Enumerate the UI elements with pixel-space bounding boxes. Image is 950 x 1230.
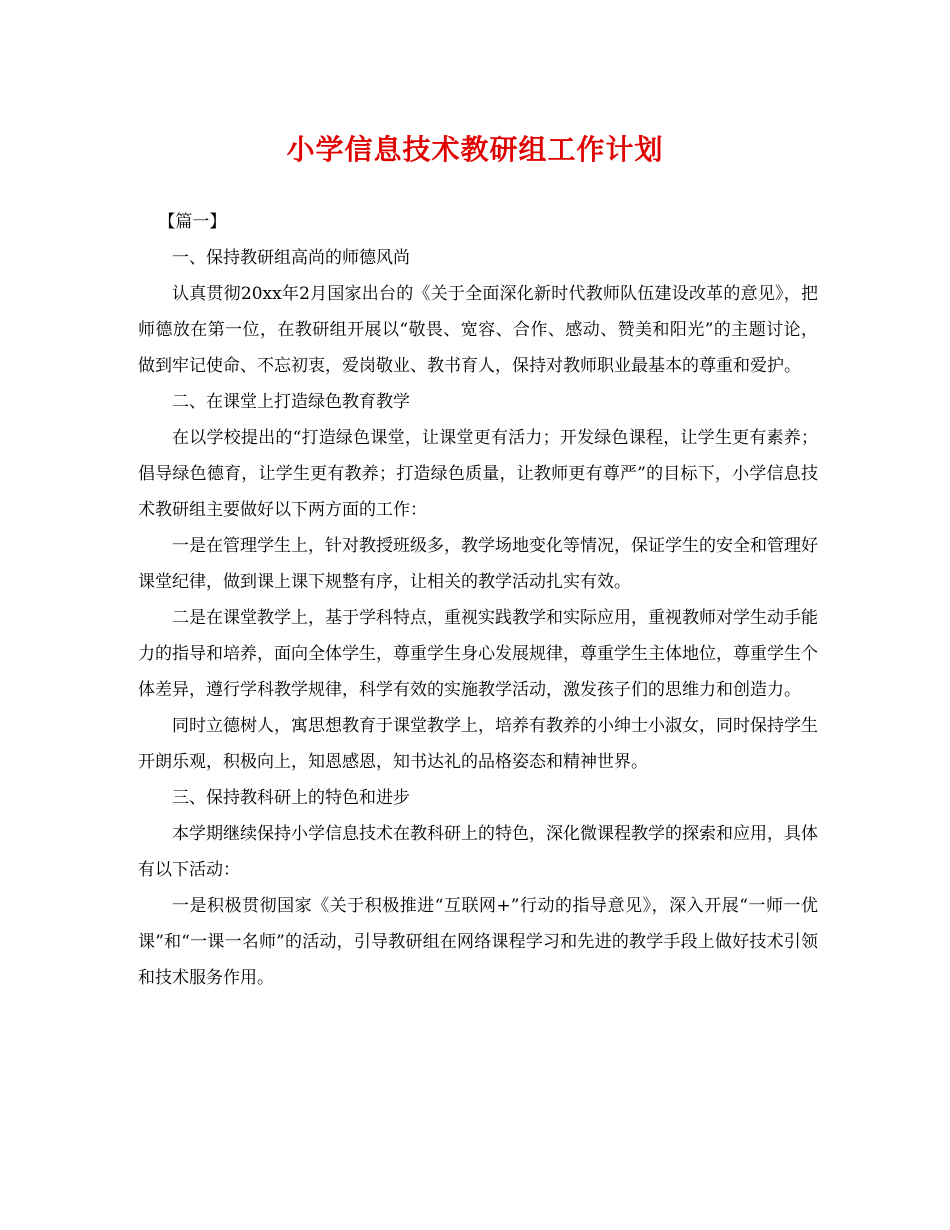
paragraph: 同时立德树人，寓思想教育于课堂教学上，培养有教养的小绅士小淑女，同时保持学生开朗乐观，积极向上，知恩感恩，知书达礼的品格姿态和精神世界。 (138, 716, 818, 772)
paragraph: 一是在管理学生上，针对教授班级多，教学场地变化等情况，保证学生的安全和管理好课堂纪律，做到课上课下规整有序，让相关的教学活动扎实有效。 (138, 536, 818, 592)
section-label: 【篇一】 (158, 212, 227, 232)
heading-1: 一、保持教研组高尚的师德风尚 (172, 248, 410, 268)
paragraph: 认真贯彻20xx年2月国家出台的《关于全面深化新时代教师队伍建设改革的意见》，把师德放在第一位，在教研组开展以“敬畏、宽容、合作、感动、赞美和阳光”的主题讨论，做到牢记使命、不忘初衷，爱岗敬业、教书育人，保持对教师职业最基本的尊重和爱护。 (138, 284, 818, 376)
paragraph: 本学期继续保持小学信息技术在教科研上的特色，深化微课程教学的探索和应用，具体有以下活动： (138, 824, 818, 880)
paragraph: 二是在课堂教学上，基于学科特点，重视实践教学和实际应用，重视教师对学生动手能力的指导和培养，面向全体学生，尊重学生身心发展规律，尊重学生主体地位，尊重学生个体差异，遵行学科教学规律，科学有效的实施教学活动，激发孩子们的思维力和创造力。 (138, 608, 818, 700)
heading-3: 三、保持教科研上的特色和进步 (172, 788, 410, 808)
heading-2: 二、在课堂上打造绿色教育教学 (172, 392, 410, 412)
document-body (138, 204, 818, 996)
paragraph: 在以学校提出的“打造绿色课堂，让课堂更有活力；开发绿色课程，让学生更有素养；倡导绿色德育，让学生更有教养；打造绿色质量，让教师更有尊严”的目标下，小学信息技术教研组主要做好以下两方面的工作： (138, 428, 818, 520)
document-title: 小学信息技术教研组工作计划 (286, 133, 664, 166)
paragraph: 一是积极贯彻国家《关于积极推进“互联网+”行动的指导意见》，深入开展“一师一优课”和“一课一名师”的活动，引导教研组在网络课程学习和先进的教学手段上做好技术引领和技术服务作用。 (138, 896, 818, 988)
